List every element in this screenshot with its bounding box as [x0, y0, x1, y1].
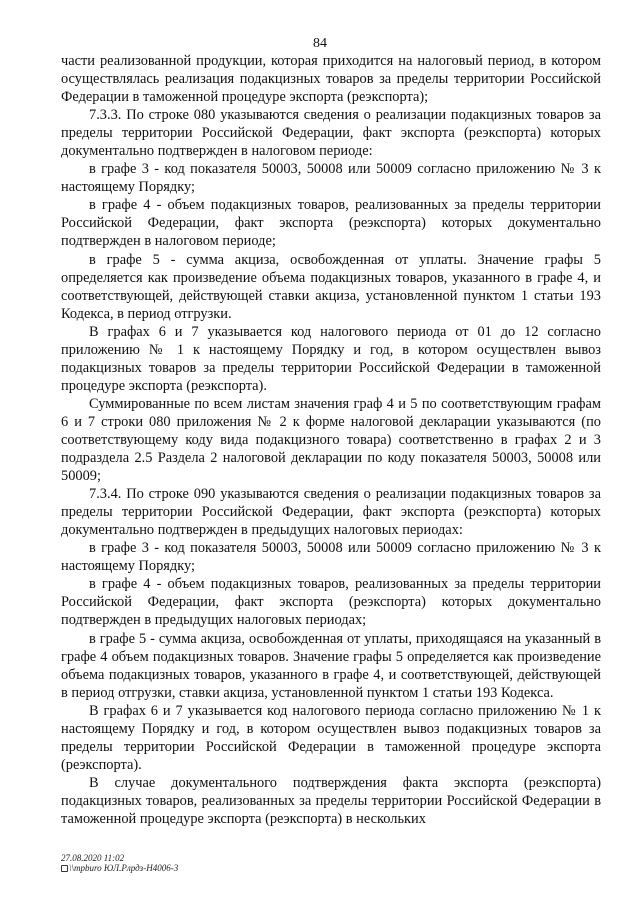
document-body: [61, 52, 601, 828]
paragraph: В графах 6 и 7 указывается код налогового периода от 01 до 12 согласно приложению № 1 к настоящему Порядку и год, в котором осуществлен вывоз подакцизных товаров за пределы территории Российской Федерации в таможенной процедуре экспорта (реэкспорта).: [61, 323, 601, 394]
paragraph: в графе 5 - сумма акциза, освобожденная от уплаты, приходящаяся на указанный в графе 4 объем подакцизных товаров. Значение графы 5 определяется как произведение объема подакцизных товаров, указанного в графе 4, и соответствующей, действующей в период отгрузки, ставки акциза, установленной пунктом 1 статьи 193 Кодекса.: [61, 630, 601, 701]
footer-file-path: \\mpburo ЮЛ.Рлрдз-Н4006-3: [69, 863, 179, 873]
footer-file-line: [61, 863, 178, 873]
paragraph: Суммированные по всем листам значения граф 4 и 5 по соответствующим графам 6 и 7 строки 080 приложения № 2 к форме налоговой декларации указываются (по соответствующему коду вида подакцизного товара) соответственно в графах 2 и 3 подраздела 2.5 Раздела 2 налоговой декларации по коду показателя 50003, 50008 или 50009;: [61, 395, 601, 485]
paragraph: В случае документального подтверждения факта экспорта (реэкспорта) подакцизных товаров, реализованных за пределы территории Российской Федерации в таможенной процедуре экспорта (реэкспорта) в нескольких: [61, 774, 601, 827]
paragraph: 7.3.4. По строке 090 указываются сведения о реализации подакцизных товаров за пределы территории Российской Федерации, факт экспорта (реэкспорта) которых документально подтвержден в предыдущих налоговых периодах:: [61, 486, 601, 539]
paragraph: в графе 4 - объем подакцизных товаров, реализованных за пределы территории Российской Федерации, факт экспорта (реэкспорта) которых документально подтвержден в предыдущих налоговых периодах;: [61, 576, 601, 629]
paragraph: 7.3.3. По строке 080 указываются сведения о реализации подакцизных товаров за пределы территории Российской Федерации, факт экспорта (реэкспорта) которых документально подтвержден в налоговом периоде:: [61, 107, 601, 160]
page-number: 84: [313, 36, 327, 51]
paragraph: в графе 3 - код показателя 50003, 50008 или 50009 согласно приложению № 3 к настоящему Порядку;: [61, 540, 601, 575]
footer-date: 27.08.2020 11:02: [61, 853, 125, 863]
paragraph: В графах 6 и 7 указывается код налогового периода согласно приложению № 1 к настоящему Порядку и год, в котором осуществлен вывоз подакцизных товаров за пределы территории Российской Федерации в таможенной процедуре экспорта (реэкспорта).: [61, 702, 601, 773]
document-icon: [61, 865, 68, 872]
footer-stamp: [61, 853, 178, 873]
paragraph: в графе 4 - объем подакцизных товаров, реализованных за пределы территории Российской Федерации, факт экспорта (реэкспорта) которых документально подтвержден в налоговом периоде;: [61, 197, 601, 250]
paragraph: в графе 5 - сумма акциза, освобожденная от уплаты. Значение графы 5 определяется как произведение объема подакцизных товаров, указанного в графе 4, и соответствующей, действующей ставки акциза, установленной пунктом 1 статьи 193 Кодекса, в период отгрузки.: [61, 251, 601, 322]
paragraph: в графе 3 - код показателя 50003, 50008 или 50009 согласно приложению № 3 к настоящему Порядку;: [61, 161, 601, 196]
paragraph: части реализованной продукции, которая приходится на налоговый период, в котором осуществлялась реализация подакцизных товаров за пределы территории Российской Федерации в таможенной процедуре экспорта (реэкспорта);: [61, 53, 601, 106]
